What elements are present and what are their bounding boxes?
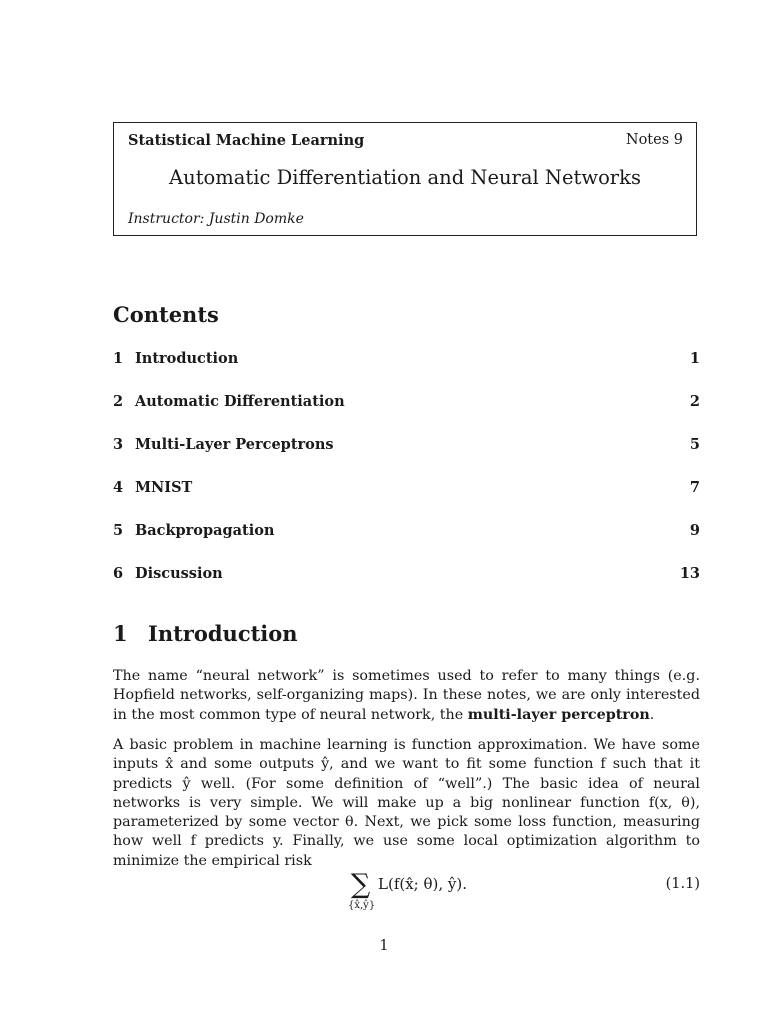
section-heading — [113, 621, 298, 646]
equation-1-1 — [0, 870, 768, 920]
toc-title: Discussion — [135, 565, 223, 582]
toc-title: Introduction — [135, 350, 239, 367]
equation-number: (1.1) — [665, 876, 700, 892]
toc-page: 7 — [689, 479, 700, 496]
section-title: Introduction — [148, 621, 298, 646]
toc-entry-mnist[interactable] — [113, 479, 700, 499]
header-box — [113, 122, 697, 236]
toc-title: Backpropagation — [135, 522, 275, 539]
paragraph-2: A basic problem in machine learning is function approximation. We have some inputs x̂ and some outputs ŷ, and we want to fit some function f such that it predicts ŷ well. (For some definition of “well”.) The basic idea of neural networks is very simple. We will make up a big nonlinear function f(x, θ), parameterized by some vector θ. Next, we pick some loss function, measuring how well f predicts y. Finally, we use some local optimization algorithm to minimize the empirical risk — [113, 737, 700, 869]
toc-page: 5 — [689, 436, 700, 453]
paragraph-1-text: The name “neural network” is sometimes used to refer to many things (e.g. Hopfield networks, self-organizing maps). In these notes, we are only interested in the most common type of neural network, the — [113, 668, 700, 723]
contents-heading: Contents — [113, 302, 219, 327]
toc-number: 4 — [113, 479, 124, 496]
term-multi-layer-perceptron: multi-layer perceptron — [467, 706, 650, 723]
document-title: Automatic Differentiation and Neural Networks — [169, 166, 641, 189]
summation-subscript: {x̂,ŷ} — [348, 900, 376, 911]
toc-number: 6 — [113, 565, 124, 582]
toc-title: Multi-Layer Perceptrons — [135, 436, 334, 453]
toc-page: 13 — [679, 565, 700, 582]
section-number: 1 — [113, 621, 128, 646]
notes-number: Notes 9 — [625, 132, 683, 148]
toc-entry-discussion[interactable] — [113, 565, 700, 585]
paragraph-1-end: . — [649, 706, 655, 723]
toc-entry-introduction[interactable] — [113, 350, 700, 370]
toc-number: 5 — [113, 522, 124, 539]
paragraph-1 — [113, 667, 700, 725]
toc-number: 1 — [113, 350, 124, 367]
toc-entry-multi-layer-perceptrons[interactable] — [113, 436, 700, 456]
toc-number: 2 — [113, 393, 124, 410]
toc-page: 2 — [689, 393, 700, 410]
toc-entry-backpropagation[interactable] — [113, 522, 700, 542]
toc-title: Automatic Differentiation — [135, 393, 345, 410]
instructor-line: Instructor: Justin Domke — [128, 211, 304, 227]
equation-body: L(f(x̂; θ), ŷ). — [378, 875, 468, 893]
toc-title: MNIST — [135, 479, 193, 496]
toc-entry-automatic-differentiation[interactable] — [113, 393, 700, 413]
toc-page: 9 — [689, 522, 700, 539]
course-name: Statistical Machine Learning — [128, 132, 365, 149]
toc-number: 3 — [113, 436, 124, 453]
page-number: 1 — [379, 938, 389, 954]
summation-symbol: ∑ — [351, 869, 371, 900]
toc-page: 1 — [689, 350, 700, 367]
